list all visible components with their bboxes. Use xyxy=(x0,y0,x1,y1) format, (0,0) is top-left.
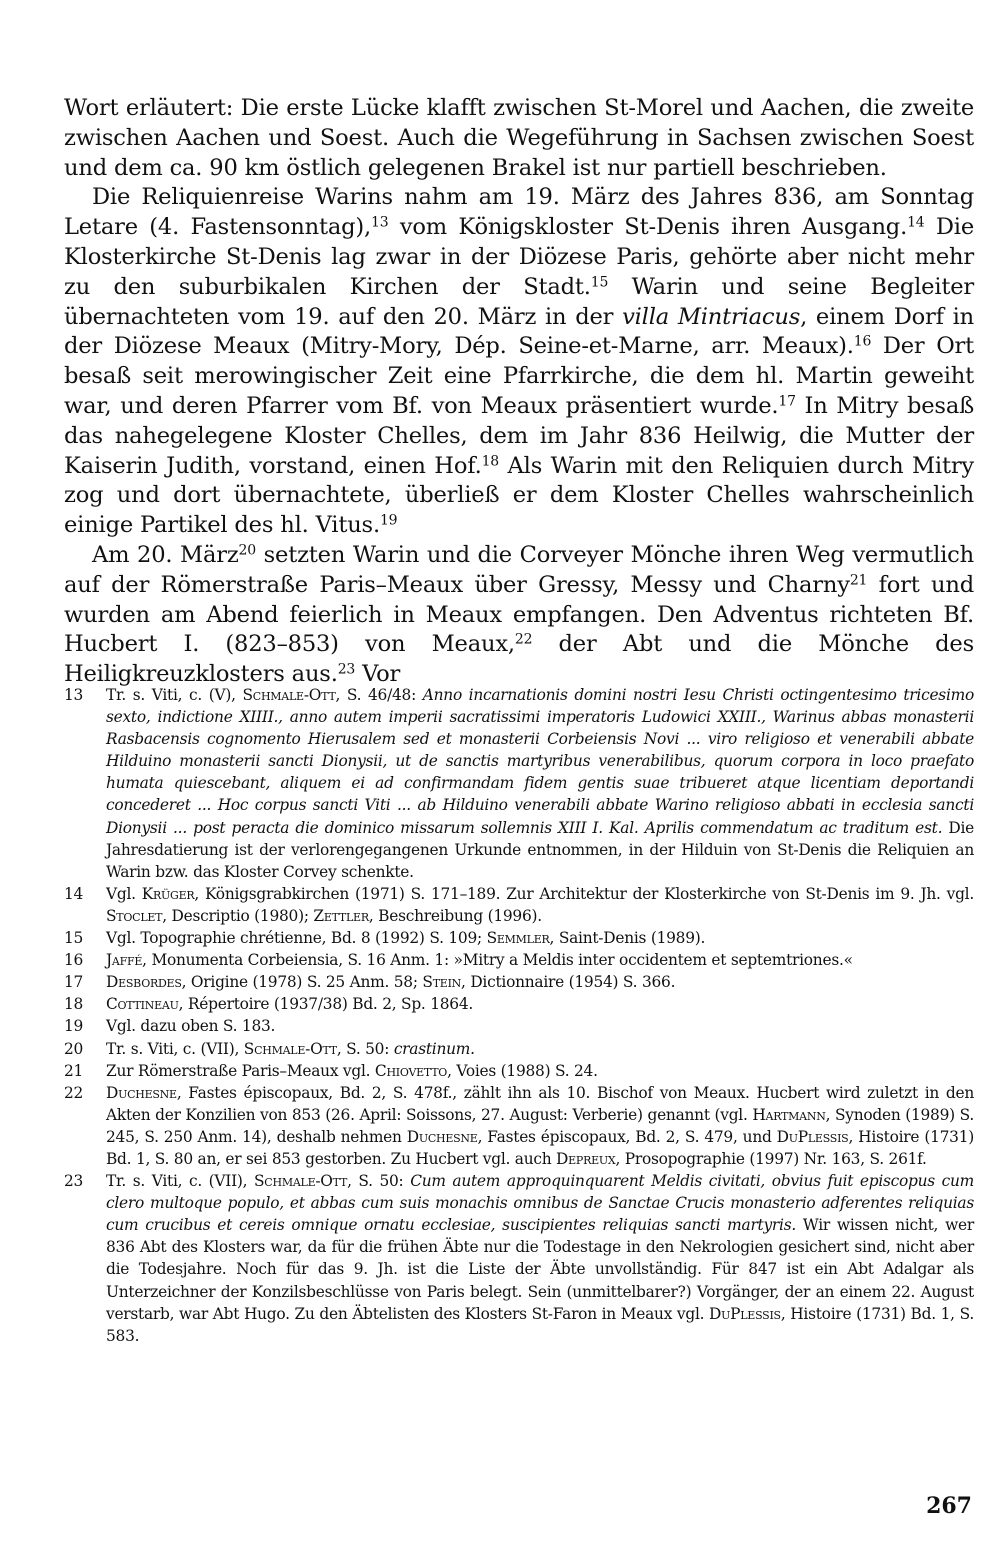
text-run: Vor xyxy=(355,661,401,688)
author-name: DuPlessis xyxy=(776,1127,849,1146)
text-run: , Dictionnaire (1954) S. 366. xyxy=(461,973,676,992)
latin-quote: Anno incarnationis domini nostri Iesu Christi octingentesimo tricesimo sexto, indictione XIIII., anno autem imperii sacratissimi imperatoris Ludowici XXIII., Warinus abbas monasterii Rasbacensis cognomento Hierusalem sed et monasterii Corbeiensis Novi ... viro religioso et venerabili abbate Hilduino monasterii sancti Dionysii, ut de sanctis martyribus venerabilibus, quorum corpora in loco praefato humata quiescebant, aliquem ei ad confirmandam fidem gentis suae tribueret atque licentiam deportandi concederet ... Hoc corpus sancti Viti ... ab Hilduino venerabili abbate Warino religioso abbati in ecclesia sancti Dionysii ... post peracta die dominico missarum sollemnis XIII I. Kal. Aprilis commendatum ac traditum est. xyxy=(106,686,974,837)
text-run: , S. 50: xyxy=(347,1172,411,1191)
text-run: , einem Dorf in der Diözese Meaux (Mitry-Mory, Dép. Seine-et-Marne, arr. Meaux). xyxy=(64,303,974,360)
text-run: , Histoire (1731) Bd. 1, S. 583. xyxy=(106,1304,974,1345)
footnote-ref-22: 22 xyxy=(514,631,533,648)
text-run: , Origine (1978) S. 25 Anm. 58; xyxy=(181,973,423,992)
footnote-number: 13 xyxy=(64,686,84,704)
text-run: Die Klosterkirche St-Denis lag zwar in der Diözese Paris, gehörte aber nicht mehr zu den suburbikalen Kirchen der Stadt. xyxy=(64,214,974,300)
text-run: Vgl. xyxy=(106,884,142,903)
footnote-ref-23: 23 xyxy=(337,661,356,678)
text-run: der Abt und die Mönche des Heiligkreuzklosters aus. xyxy=(64,631,974,688)
text-run: , Histoire (1731) Bd. 1, S. 80 an, er sei 853 gestorben. Zu Hucbert vgl. auch xyxy=(106,1127,974,1168)
author-name: Zettler xyxy=(313,906,369,925)
footnote-13 xyxy=(64,684,974,883)
author-name: Jaffé xyxy=(106,951,143,970)
text-run: , Descriptio (1980); xyxy=(162,906,314,925)
author-name: Stoclet xyxy=(106,906,163,925)
text-run: , Beschreibung (1996). xyxy=(368,906,542,925)
footnote-ref-16: 16 xyxy=(853,333,872,350)
latin-quote: Cum autem approquinquarent Meldis civitati, obvius fuit episcopus cum clero multoque populo, et abbas cum suis monachis omnibus de Sanctae Crucis monasterio adferentes reliquias cum crucibus et cereis omnique ornatu ecclesiae, suscipientes reliquias sancti martyris. xyxy=(106,1172,975,1235)
text-run: , Prosopographie (1997) Nr. 163, S. 261f. xyxy=(615,1149,927,1168)
paragraph-1: Wort erläutert: Die erste Lücke klafft zwischen St-Morel und Aachen, die zweite zwischen Aachen und Soest. Auch die Wegeführung in Sachsen zwischen Soest und dem ca. 90 km östlich gelegenen Brakel ist nur partiell beschrieben. xyxy=(64,95,974,181)
text-run: , Fastes épiscopaux, Bd. 2, S. 478f., zählt ihn als 10. Bischof von Meaux. Hucbert wird zuletzt in den Akten der Konzilien von 853 (26. April: Soissons, 27. August: Verberie) genannt (vgl. xyxy=(106,1083,974,1124)
text-run: Tr. s. Viti, c. (V), xyxy=(106,686,243,704)
author-name: Schmale-Ott xyxy=(254,1172,348,1191)
author-name: Hartmann xyxy=(752,1105,826,1124)
author-name: Duchesne xyxy=(406,1127,478,1146)
footnote-number: 16 xyxy=(64,951,84,970)
text-run: , Fastes épiscopaux, Bd. 2, S. 479, und xyxy=(477,1127,777,1146)
footnotes xyxy=(64,684,974,1347)
text-run: Tr. s. Viti, c. (VII), xyxy=(106,1039,244,1058)
footnote-14 xyxy=(64,883,974,927)
footnote-ref-17: 17 xyxy=(778,393,796,410)
text-run: fort und wurden am Abend feierlich in Meaux empfangen. Den Adventus richteten Bf. Hucbert I. (823–853) von Meaux, xyxy=(64,571,974,658)
text-run: , Saint-Denis (1989). xyxy=(549,929,706,948)
text-run: , S. 50: xyxy=(336,1039,394,1058)
text-run: Die Reliquienreise Warins nahm am 19. März des Jahres 836, am Sonntag Letare (4. Fastensonntag), xyxy=(64,184,974,241)
author-name: DuPlessis xyxy=(709,1304,781,1323)
footnote-number: 21 xyxy=(64,1061,84,1080)
author-name: Cottineau xyxy=(106,995,179,1014)
author-name: Krüger xyxy=(141,884,195,903)
text-run: Tr. s. Viti, c. (VII), xyxy=(106,1172,255,1191)
footnote-19 xyxy=(64,1015,974,1037)
text-run: , Répertoire (1937/38) Bd. 2, Sp. 1864. xyxy=(178,995,474,1014)
footnote-number: 15 xyxy=(64,929,84,948)
author-name: Chiovetto xyxy=(374,1061,448,1080)
latin-quote: crastinum. xyxy=(393,1039,475,1058)
author-name: Depreux xyxy=(556,1149,616,1168)
footnote-number: 18 xyxy=(64,995,84,1014)
text-run: setzten Warin und die Corveyer Mönche ihren Weg vermutlich auf der Römerstraße Paris–Meaux über Gressy, Messy und Charny xyxy=(64,541,974,598)
text-run: , Voies (1988) S. 24. xyxy=(447,1061,598,1080)
text-run: vom Königskloster St-Denis ihren Ausgang. xyxy=(388,214,908,241)
footnote-18 xyxy=(64,993,974,1015)
author-name: Schmale-Ott xyxy=(243,1039,337,1058)
footnote-ref-18: 18 xyxy=(481,452,499,469)
text-run: Der Ort besaß seit merowingischer Zeit eine Pfarrkirche, die dem hl. Martin geweiht war, und deren Pfarrer vom Bf. von Meaux präsentiert wurde. xyxy=(64,333,975,419)
footnote-ref-14: 14 xyxy=(907,214,925,231)
text-run: Die Jahresdatierung ist der verlorengegangenen Urkunde entnommen, in der Hilduin von St-Denis die Reliquien an Warin bzw. das Kloster Corvey schenkte. xyxy=(106,818,975,881)
footnote-22 xyxy=(64,1082,974,1170)
text-run: Zur Römerstraße Paris–Meaux vgl. xyxy=(106,1061,375,1080)
text-run: , Synoden (1989) S. 245, S. 250 Anm. 14), deshalb nehmen xyxy=(106,1105,975,1146)
text-run: Als Warin mit den Reliquien durch Mitry zog und dort übernachtete, überließ er dem Kloster Chelles wahrscheinlich einige Partikel des hl. Vitus. xyxy=(64,452,974,539)
text-run: , Königsgrabkirchen (1971) S. 171–189. Zur Architektur der Klosterkirche von St-Denis im 9. Jh. vgl. xyxy=(194,884,974,903)
footnote-21 xyxy=(64,1060,974,1082)
footnote-number: 14 xyxy=(64,884,84,903)
text-run: Am 20. März xyxy=(92,541,239,568)
text-run: Vgl. dazu oben S. 183. xyxy=(106,1017,276,1036)
text-run: Vgl. Topographie chrétienne, Bd. 8 (1992) S. 109; xyxy=(106,929,487,948)
footnote-number: 19 xyxy=(64,1017,84,1036)
footnote-15 xyxy=(64,927,974,949)
villa-name: villa Mintriacus xyxy=(622,303,801,330)
footnote-23 xyxy=(64,1170,974,1347)
page-number: 267 xyxy=(926,1493,972,1519)
footnote-16 xyxy=(64,949,974,971)
footnote-number: 22 xyxy=(64,1083,84,1102)
footnote-ref-20: 20 xyxy=(238,542,256,559)
paragraph-3 xyxy=(64,541,974,690)
footnote-number: 17 xyxy=(64,973,84,992)
text-run: , S. 46/48: xyxy=(335,686,423,704)
footnote-ref-21: 21 xyxy=(849,572,868,589)
paragraph-2 xyxy=(64,183,974,541)
text-run: , Monumenta Corbeiensia, S. 16 Anm. 1: »Mitry a Meldis inter occidentem et septemtriones.« xyxy=(142,951,853,970)
author-name: Stein xyxy=(422,973,462,992)
footnote-17 xyxy=(64,971,974,993)
author-name: Schmale-Ott xyxy=(242,686,336,704)
footnote-20 xyxy=(64,1038,974,1060)
text-run: In Mitry besaß das nahegelegene Kloster Chelles, dem im Jahr 836 Heilwig, die Mutter der Kaiserin Judith, vorstand, einen Hof. xyxy=(64,392,974,479)
author-name: Semmler xyxy=(486,929,550,948)
author-name: Desbordes xyxy=(106,973,182,992)
text-run: Wir wissen nicht, wer 836 Abt des Klosters war, da für die frühen Äbte nur die Todestage in den Nekrologien gesichert sind, nicht aber die Todesjahre. Noch für das 9. Jh. ist die Liste der Äbte unvollständig. Für 847 ist ein Abt Adalgar als Unterzeichner der Konzilsbeschlüsse von Paris belegt. Sein (unmittelbarer?) Vorgänger, der an einem 22. August verstarb, war Abt Hugo. Zu den Äbtelisten des Klosters St-Faron in Meaux vgl. xyxy=(106,1216,974,1323)
footnote-ref-13: 13 xyxy=(371,214,389,231)
footnote-number: 23 xyxy=(64,1172,84,1191)
footnote-ref-15: 15 xyxy=(590,274,609,291)
text-run: Warin und seine Begleiter übernachteten vom 19. auf den 20. März in der xyxy=(64,273,974,330)
author-name: Duchesne xyxy=(106,1083,177,1102)
footnote-ref-19: 19 xyxy=(379,512,398,529)
footnote-number: 20 xyxy=(64,1039,84,1058)
main-text xyxy=(64,94,974,690)
